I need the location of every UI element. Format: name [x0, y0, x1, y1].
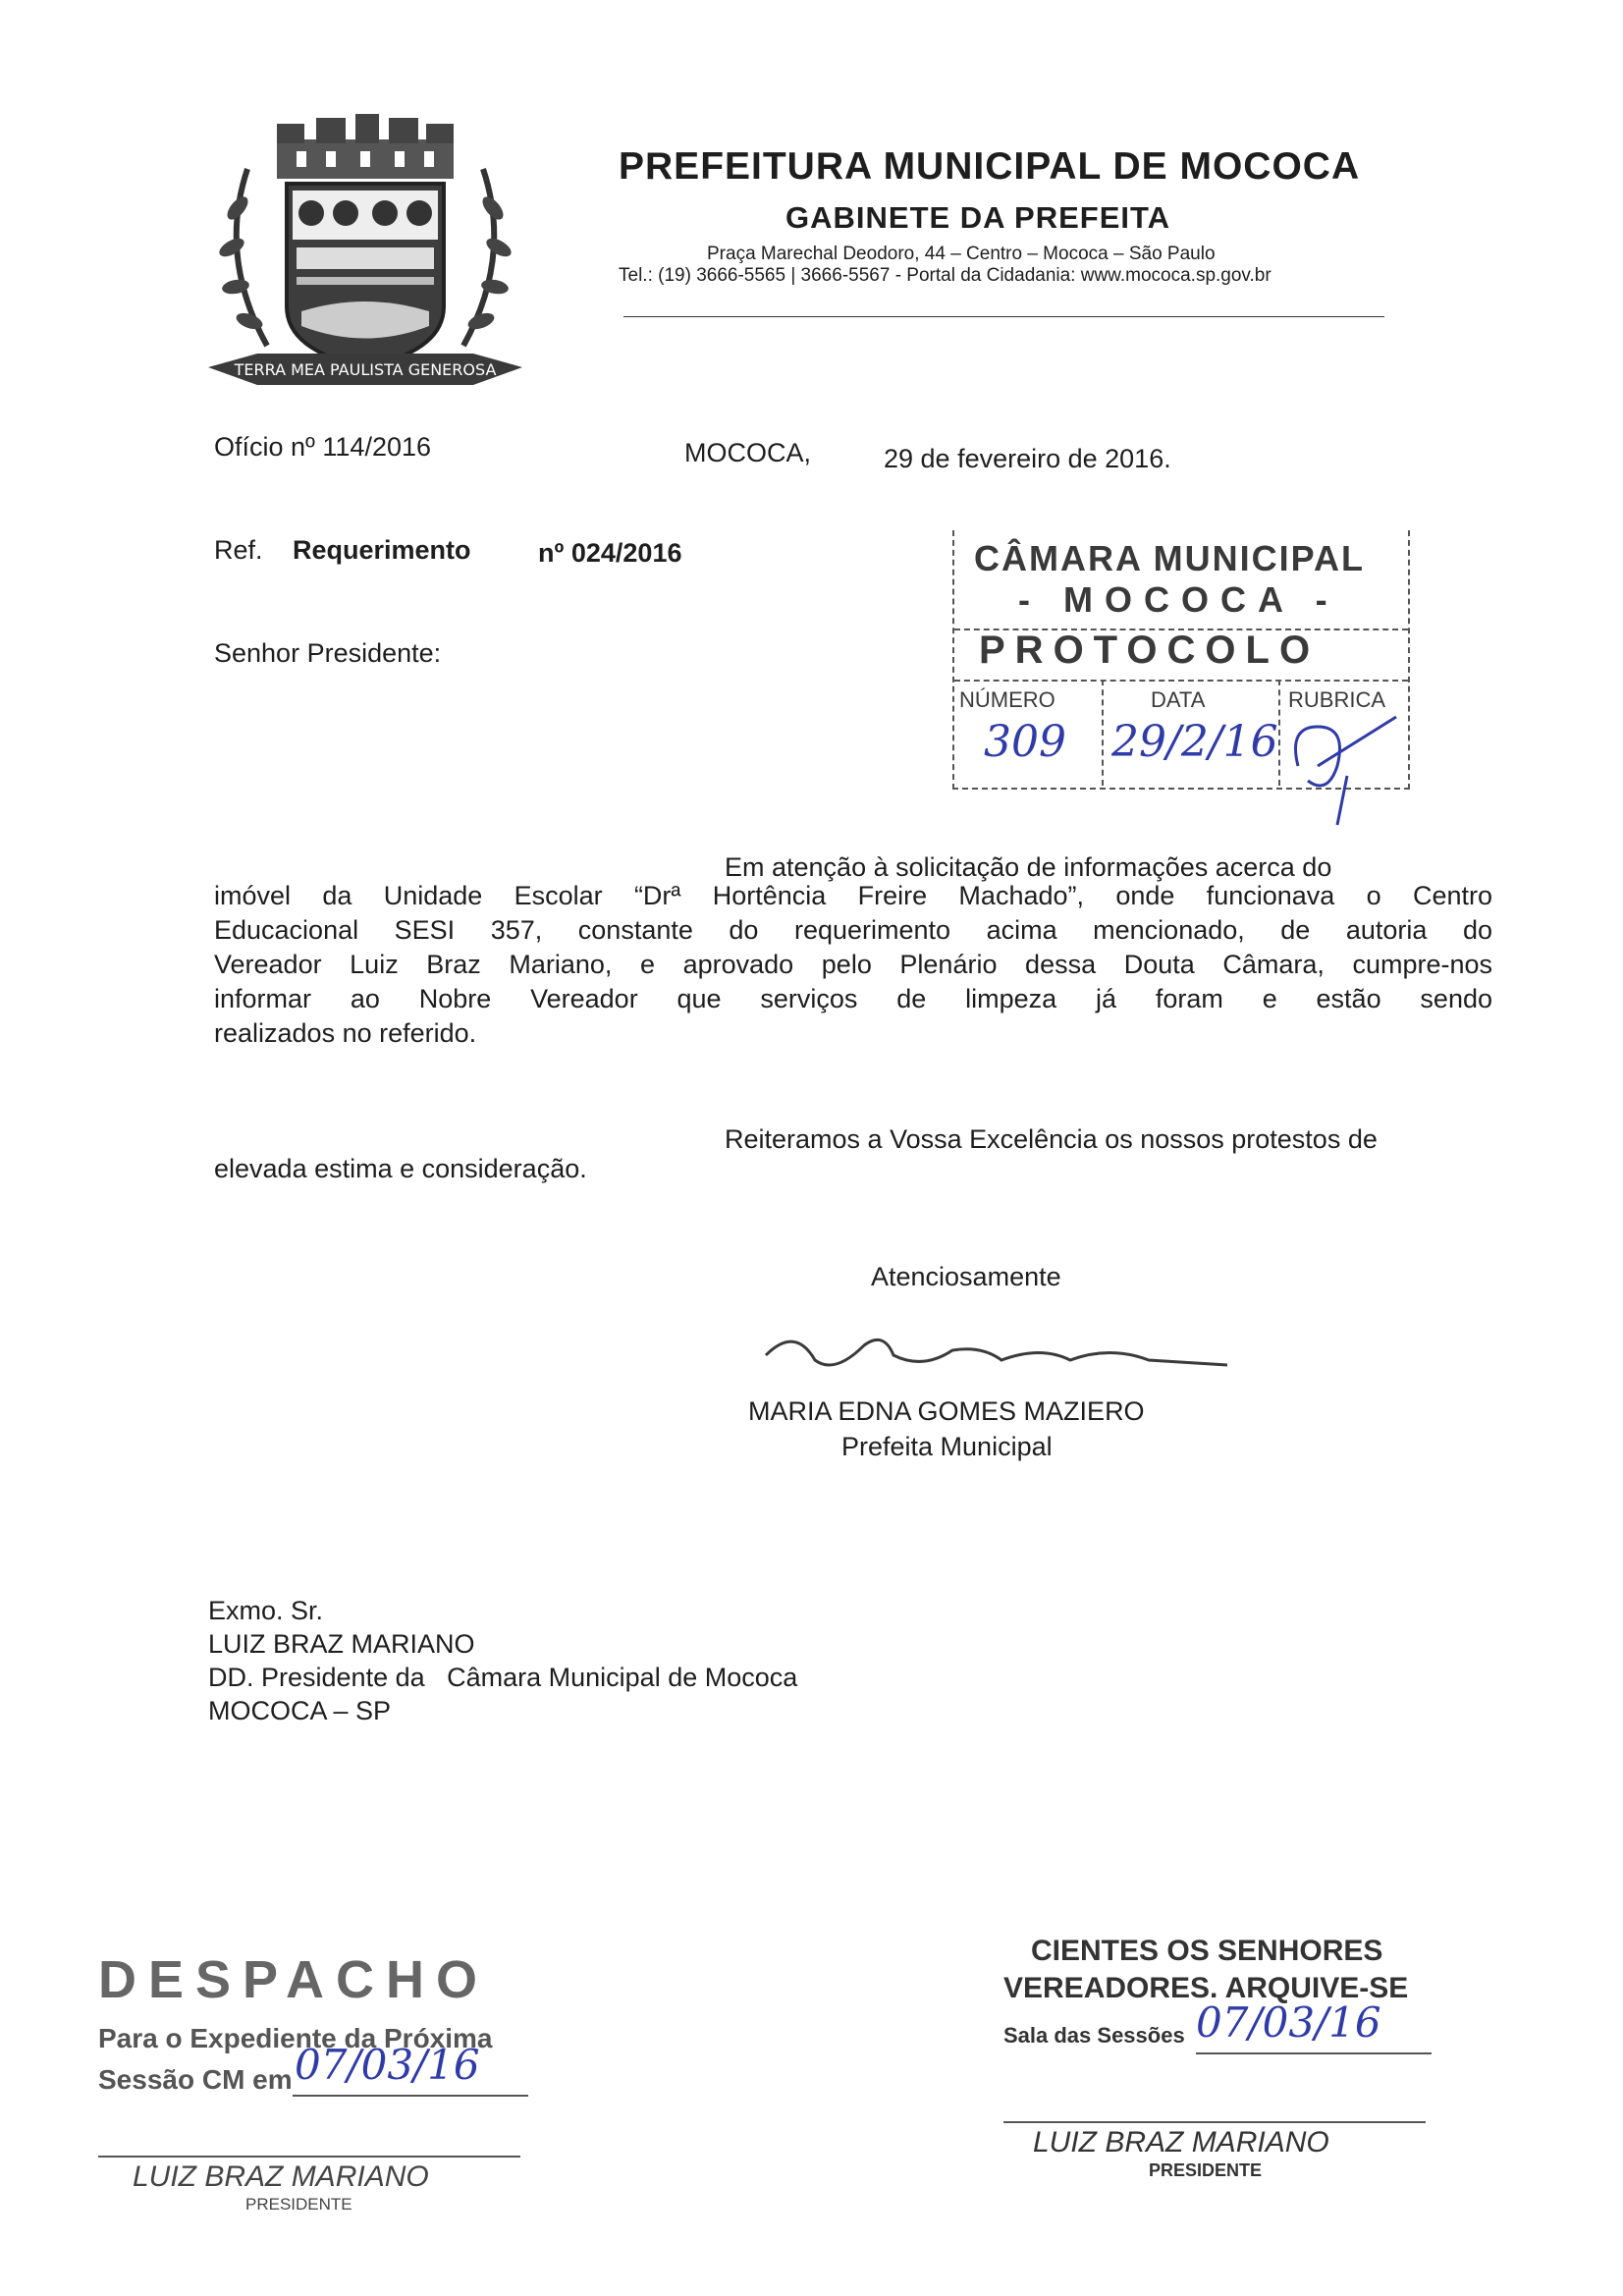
despacho-role: PRESIDENTE [245, 2195, 352, 2214]
recipient-line-1: Exmo. Sr. [208, 1596, 324, 1625]
signer-title: Prefeita Municipal [841, 1432, 1053, 1461]
signer-name: MARIA EDNA GOMES MAZIERO [748, 1396, 1145, 1426]
closing-greeting: Atenciosamente [871, 1262, 1061, 1291]
cientes-role: PRESIDENTE [1149, 2160, 1263, 2180]
despacho-date-line [293, 2095, 528, 2097]
municipal-crest [208, 110, 522, 405]
stamp-line-1: CÂMARA MUNICIPAL [974, 538, 1365, 578]
mayor-signature [756, 1316, 1247, 1394]
paragraph-1-line: imóvel da Unidade Escolar “Drª Hortência Freire Machado”, onde funcionava o Centro [214, 881, 1492, 910]
despacho-signature-line [98, 2156, 520, 2158]
stamp-col-numero: NÚMERO [959, 687, 1055, 712]
stamp-col-data: DATA [1151, 687, 1206, 712]
paragraph-1-line: Vereador Luiz Braz Mariano, e aprovado pelo Plenário dessa Douta Câmara, cumpre-nos [214, 950, 1492, 979]
header-subtitle: GABINETE DA PREFEITA [785, 200, 1171, 235]
stamp-line-3: PROTOCOLO [979, 629, 1321, 672]
ref-label: Ref. [214, 535, 263, 565]
header-title: PREFEITURA MUNICIPAL DE MOCOCA [619, 145, 1361, 188]
cientes-line-3: Sala das Sessões [1003, 2023, 1185, 2048]
stamp-data-value: 29/2/16 [1111, 717, 1278, 767]
stamp-line-2: - MOCOCA - [1018, 579, 1339, 620]
despacho-line-1: Para o Expediente da Próxima [98, 2023, 493, 2053]
cientes-date: 07/03/16 [1196, 1998, 1381, 2047]
cientes-name: LUIZ BRAZ MARIANO [1033, 2126, 1329, 2159]
header-divider [623, 316, 1384, 317]
stamp-rubrica-signature [1278, 707, 1416, 835]
despacho-name: LUIZ BRAZ MARIANO [133, 2160, 429, 2193]
recipient-line-3: DD. Presidente da Câmara Municipal de Mococa [208, 1663, 798, 1692]
cientes-line-2: VEREADORES. ARQUIVE-SE [1003, 1972, 1409, 2004]
letter-date: 29 de fevereiro de 2016. [884, 444, 1171, 473]
despacho-date: 07/03/16 [295, 2041, 480, 2089]
paragraph-1-line: Educacional SESI 357, constante do requerimento acima mencionado, de autoria do [214, 915, 1492, 945]
paragraph-2-first-line: Reiteramos a Vossa Excelência os nossos protestos de [725, 1124, 1378, 1154]
paragraph-1-body [214, 879, 1492, 1051]
cientes-signature-line [1003, 2121, 1426, 2123]
despacho-line-2: Sessão CM em [98, 2064, 293, 2095]
city: MOCOCA, [684, 438, 812, 467]
ref-number: nº 024/2016 [538, 538, 682, 568]
stamp-numero-value: 309 [984, 717, 1066, 767]
cientes-line-1: CIENTES OS SENHORES [1031, 1935, 1383, 1967]
header-contact: Tel.: (19) 3666-5565 | 3666-5567 - Portal da Cidadania: www.mococa.sp.gov.br [619, 265, 1271, 286]
salutation: Senhor Presidente: [214, 638, 442, 668]
paragraph-1-last-line: realizados no referido. [214, 1018, 477, 1048]
ref-text: Requerimento [293, 535, 471, 565]
header-address: Praça Marechal Deodoro, 44 – Centro – Mococa – São Paulo [707, 244, 1216, 264]
recipient-line-4: MOCOCA – SP [208, 1696, 392, 1725]
recipient-line-2: LUIZ BRAZ MARIANO [208, 1629, 475, 1659]
stamp-col-rubrica: RUBRICA [1288, 687, 1386, 712]
cientes-date-line [1196, 2052, 1432, 2054]
paragraph-1-first-line: Em atenção à solicitação de informações acerca do [725, 852, 1332, 882]
paragraph-2-last-line: elevada estima e consideração. [214, 1154, 587, 1183]
crest-motto: TERRA MEA PAULISTA GENEROSA [234, 360, 497, 379]
paragraph-1-line: informar ao Nobre Vereador que serviços de limpeza já foram e estão sendo [214, 984, 1492, 1013]
protocol-stamp [952, 530, 1410, 790]
despacho-title: DESPACHO [98, 1950, 490, 2009]
oficio-number: Ofício nº 114/2016 [214, 432, 432, 462]
